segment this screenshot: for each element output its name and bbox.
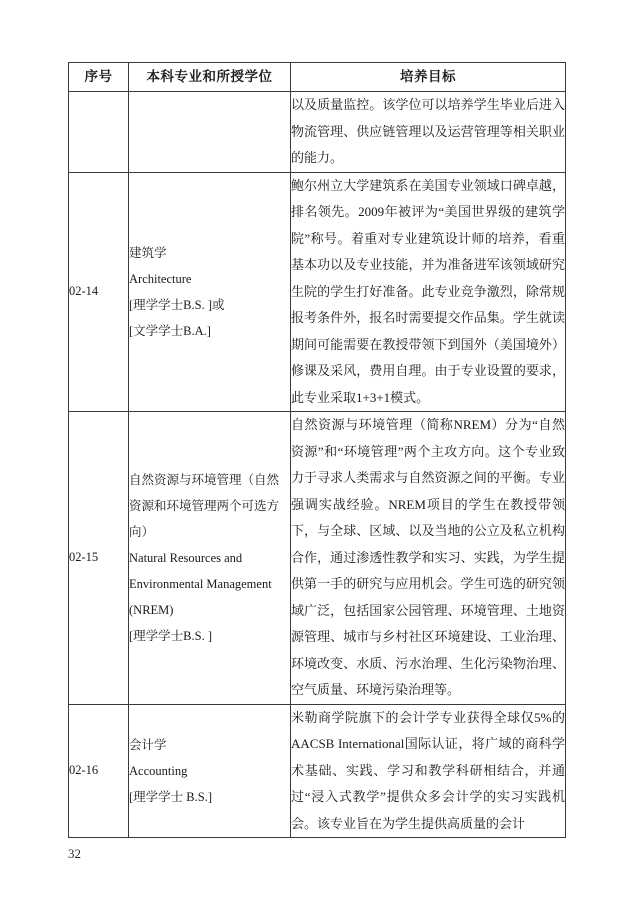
major-line: 建筑学 <box>129 245 167 260</box>
cell-major-degree <box>129 172 291 412</box>
goal-text: 鲍尔州立大学建筑系在美国专业领域口碑卓越，排名领先。2009年被评为“美国世界级的建筑学院”称号。着重对专业建筑设计师的培养，看重基本功以及专业技能，并为准备进军该领域研究生院的学生打好准备。此专业竞争激烈，除常规报考条件外，报名时需要提交作品集。学生就读期间可能需要在教授带领下到国外（美国境外）修课及采风，费用自理。由于专业设置的要求，此专业采取1+3+1模式。 <box>291 177 565 405</box>
cell-training-goal <box>291 412 566 705</box>
page-number: 32 <box>68 846 81 861</box>
major-line: Natural Resources and <box>129 550 243 565</box>
column-header-training-goal: 培养目标 <box>291 63 566 92</box>
major-line: 会计学 <box>129 737 167 752</box>
major-line: [文学学士B.A.] <box>129 323 211 338</box>
table-row <box>69 92 566 173</box>
cell-major-degree <box>129 92 291 173</box>
table-row <box>69 412 566 705</box>
goal-text: 自然资源与环境管理（简称NREM）分为“自然资源”和“环境管理”两个主攻方向。这个专业致力于寻求人类需求与自然资源之间的平衡。专业强调实战经验。NREM项目的学生在教授带领下，与全球、区域、以及当地的公立及私立机构合作，通过渗透性教学和实习、实践，为学生提供第一手的研究与应用机会。学生可选的研究领域广泛，包括国家公园管理、环境管理、土地资源管理、城市与乡村社区环境建设、工业治理、环境改变、水质、污水治理、生化污染物治理、空气质量、环境污染治理等。 <box>291 417 565 697</box>
cell-major-degree <box>129 704 291 838</box>
cell-sequence: 02-15 <box>69 412 129 705</box>
cell-training-goal <box>291 172 566 412</box>
major-line: (NREM) <box>129 602 174 617</box>
majors-table <box>68 62 566 838</box>
goal-text: 米勒商学院旗下的会计学专业获得全球仅5%的 AACSB International国际认证，将广域的商科学术基础、实践、学习和教学科研相结合，并通过“浸入式教学”提供众多会计学的实习实践机会。该专业旨在为学生提供高质量的会计 <box>291 709 565 831</box>
cell-sequence: 02-14 <box>69 172 129 412</box>
cell-sequence: 02-16 <box>69 704 129 838</box>
major-line: Architecture <box>129 271 192 286</box>
column-header-sequence: 序号 <box>69 63 129 92</box>
cell-training-goal <box>291 92 566 173</box>
major-line: [理学学士B.S. ]或 <box>129 297 225 312</box>
cell-major-degree <box>129 412 291 705</box>
table-row <box>69 704 566 838</box>
major-line: [理学学士 B.S.] <box>129 789 212 804</box>
major-line: [理学学士B.S. ] <box>129 628 212 643</box>
major-line: 自然资源与环境管理（自然资源和环境管理两个可选方向） <box>129 472 280 539</box>
table-header-row <box>69 63 566 92</box>
goal-text: 以及质量监控。该学位可以培养学生毕业后进入物流管理、供应链管理以及运营管理等相关职业的能力。 <box>291 97 565 165</box>
major-line: Accounting <box>129 763 188 778</box>
cell-training-goal <box>291 704 566 838</box>
column-header-major-degree: 本科专业和所授学位 <box>129 63 291 92</box>
table-row <box>69 172 566 412</box>
cell-sequence <box>69 92 129 173</box>
major-line: Environmental Management <box>129 576 272 591</box>
